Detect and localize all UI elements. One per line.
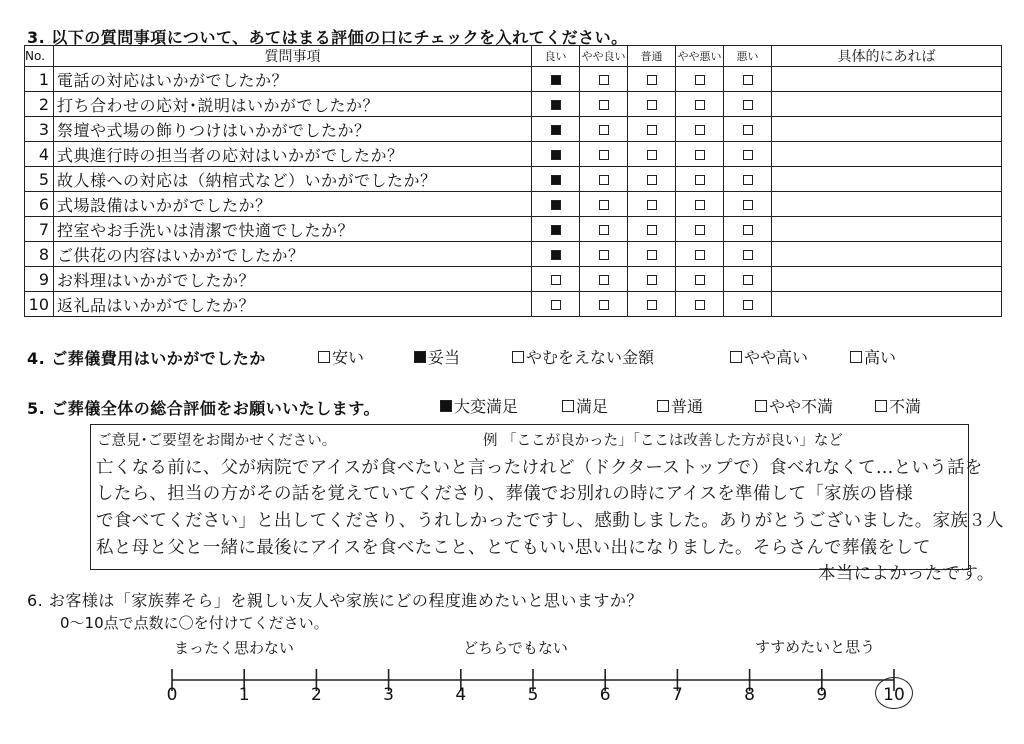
question-number: 9 bbox=[25, 267, 54, 292]
scale-tick-label[interactable]: 4 bbox=[455, 685, 467, 705]
question-number: 4 bbox=[25, 142, 54, 167]
comment-prompt: ご意見･ご要望をお聞かせください。 bbox=[97, 433, 337, 449]
scale-tick-label[interactable]: 0 bbox=[166, 685, 178, 705]
comment-example: 例 「ここが良かった」「ここは改善した方が良い」など bbox=[483, 433, 843, 449]
header-rating-fairly-good: やや良い bbox=[580, 46, 628, 67]
handwritten-line: 亡くなる前に、父が病院でアイスが食べたいと言ったけれど（ドクターストップで）食べれなくて…という話を bbox=[96, 458, 983, 478]
q4-option-expensive[interactable]: 高い bbox=[850, 345, 896, 368]
handwritten-line: で食べてください」と出してくださり、うれしかったですし、感動しました。ありがとうございました。家族３人 bbox=[96, 511, 1004, 531]
question-number: 7 bbox=[25, 217, 54, 242]
question-number: 6 bbox=[25, 192, 54, 217]
question-number: 8 bbox=[25, 242, 54, 267]
q5-option-very-satisfied[interactable]: 大変満足 bbox=[440, 394, 518, 417]
header-no: No. bbox=[25, 46, 54, 67]
question-text: 式場設備はいかがでしたか？ bbox=[54, 192, 532, 217]
question-text: 控室やお手洗いは清潔で快適でしたか？ bbox=[54, 217, 532, 242]
question-text: 打ち合わせの応対･説明はいかがでしたか？ bbox=[54, 92, 532, 117]
header-rating-fairly-bad: やや悪い bbox=[676, 46, 724, 67]
question-text: ご供花の内容はいかがでしたか？ bbox=[54, 242, 532, 267]
question-text: お料理はいかがでしたか？ bbox=[54, 267, 532, 292]
scale-tick-label[interactable]: 8 bbox=[744, 685, 755, 705]
question-number: 10 bbox=[25, 292, 54, 317]
q4-option-reasonable[interactable]: 妥当 bbox=[414, 345, 460, 368]
q6-title: 6. お客様は「家族葬そら」を親しい友人や家族にどの程度進めたいと思いますか？ bbox=[27, 591, 643, 610]
scale-label-mid: どちらでもない bbox=[463, 639, 568, 657]
scale-label-low: まったく思わない bbox=[174, 639, 295, 657]
q5-option-slightly-dissatisfied[interactable]: やや不満 bbox=[755, 394, 833, 417]
header-rating-bad: 悪い bbox=[724, 46, 772, 67]
header-question: 質問事項 bbox=[54, 46, 532, 67]
header-rating-average: 普通 bbox=[628, 46, 676, 67]
question-text: 返礼品はいかがでしたか？ bbox=[54, 292, 532, 317]
q5-title: 5. ご葬儀全体の総合評価をお願いいたします。 bbox=[27, 399, 381, 418]
q5-option-satisfied[interactable]: 満足 bbox=[562, 394, 608, 417]
scale-tick-label[interactable]: 6 bbox=[599, 685, 611, 705]
question-number: 1 bbox=[25, 67, 54, 92]
scale-tick-label[interactable]: 7 bbox=[671, 685, 683, 705]
scale-tick-label[interactable]: 9 bbox=[816, 685, 828, 705]
q5-option-neutral[interactable]: 普通 bbox=[657, 394, 703, 417]
question-text: 故人様への対応は（納棺式など）いかがでしたか？ bbox=[54, 167, 532, 192]
question-number: 3 bbox=[25, 117, 54, 142]
scale-tick-label[interactable]: 1 bbox=[238, 685, 250, 705]
question-text: 式典進行時の担当者の応対はいかがでしたか？ bbox=[54, 142, 532, 167]
handwritten-line: したら、担当の方がその話を覚えていてくださり、葬儀でお別れの時にアイスを準備して「家族の皆様 bbox=[96, 484, 914, 504]
handwritten-line: 本当によかったです。 bbox=[818, 564, 995, 584]
selected-score-circle bbox=[875, 677, 913, 709]
scale-tick-label[interactable]: 2 bbox=[310, 685, 322, 705]
q4-title: 4. ご葬儀費用はいかがでしたか bbox=[27, 349, 266, 368]
scale-label-high: すすめたいと思う bbox=[755, 638, 876, 656]
question-text: 祭壇や式場の飾りつけはいかがでしたか？ bbox=[54, 117, 532, 142]
q4-option-unavoidable[interactable]: やむをえない金額 bbox=[512, 345, 654, 368]
question-text: 電話の対応はいかがでしたか？ bbox=[54, 67, 532, 92]
scale-tick-label[interactable]: 5 bbox=[527, 685, 539, 705]
question-number: 2 bbox=[25, 92, 54, 117]
q4-option-slightly-expensive[interactable]: やや高い bbox=[730, 345, 808, 368]
q3-title: 3. 以下の質問事項について、あてはまる評価の口にチェックを入れてください。 bbox=[27, 28, 628, 47]
q6-instruction: 0～10点で点数に〇を付けてください。 bbox=[60, 614, 329, 632]
q5-option-dissatisfied[interactable]: 不満 bbox=[875, 394, 921, 417]
scale-tick-label[interactable]: 10 bbox=[883, 685, 905, 705]
question-number: 5 bbox=[25, 167, 54, 192]
q4-option-cheap[interactable]: 安い bbox=[318, 345, 364, 368]
handwritten-line: 私と母と父と一緒に最後にアイスを食べたこと、とてもいい思い出になりました。そらさんで葬儀をして bbox=[96, 538, 931, 558]
header-rating-good: 良い bbox=[532, 46, 580, 67]
scale-tick-label[interactable]: 3 bbox=[383, 685, 394, 705]
header-comment: 具体的にあれば bbox=[772, 46, 1002, 67]
